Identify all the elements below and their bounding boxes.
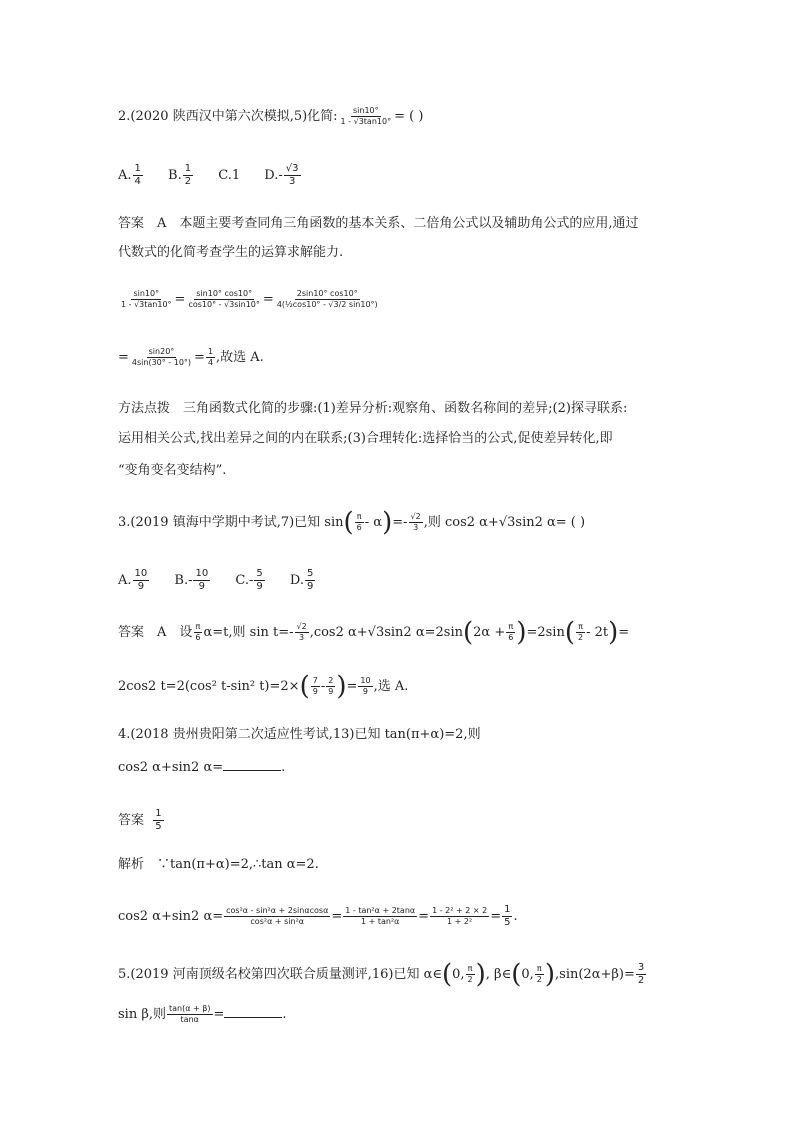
q4-computation: cos2 α+sin2 α= $\frac{\text{cos²α - sin²α + 2sinαcosα}}{\text{cos²α + sin²α}}$ = $\frac{\text{1 - tan²α + 2tanα}}{\text{1 + tan²α}}$ = $\frac{\text{1 - 2² + 2 × 2}}{\text{1 + 2²}}$ = $\frac{1}{5}$ . (118, 904, 518, 928)
q2-derivation-2: = $\frac{\sin 20^\circ}{4\sin(30^\circ - 10^\circ)}$ = $\frac{1}{4}$ ,故选 A. (118, 347, 264, 367)
q4-answer: 答案 $\frac{1}{5}$ (118, 808, 162, 832)
q2-derivation-1: $\frac{\sin 10^\circ}{1 - √3\tan 10^\circ}$ = $\frac{\sin 10^\circ \cos 10^\circ}{\cos 10^\circ - √3\sin 10^\circ}$ = $\frac{2\sin 10^\circ \cos 10^\circ}{\text{4(½cos10° - √3/2 sin10°)}}$ (121, 289, 378, 309)
q2-tail: = ( ) (394, 109, 424, 124)
q2-line (118, 106, 423, 127)
q3-option-c: C.- $\frac{5}{9}$ (235, 568, 263, 592)
q3-option-b: B.- $\frac{10}{9}$ (174, 568, 209, 592)
q4-analysis: 解析 ∵tan(π+α)=2,∴tan α=2. (118, 857, 319, 872)
q3-option-d: D. $\frac{5}{9}$ (289, 568, 314, 592)
q5-answer-blank[interactable] (224, 1005, 282, 1018)
q2-option-b: B. $\frac{1}{2}$ (168, 163, 192, 187)
q5-line1: 5.(2019 河南顶级名校第四次联合质量测评,16)已知 α∈(0, $\frac{\pi}{2}$ ), β∈(0, $\frac{\pi}{2}$ ),sin(2α+β)= $\frac{3}{2}$ (118, 959, 645, 990)
q2-answer-line2: 代数式的化简考查学生的运算求解能力. (118, 245, 344, 260)
q4-answer-blank[interactable] (223, 758, 281, 771)
q3-line: 3.(2019 镇海中学期中考试,7)已知 sin( $\frac{\pi}{6}$ - α)=- $\frac{√2}{3}$ ,则 cos2 α+√3sin2 α= ( ) (118, 507, 586, 538)
q5-line2: sin β,则 $\frac{\tan(\alpha + \beta)}{\tan\alpha}$ = . (118, 1004, 287, 1024)
q3-answer-line2: 2cos2 t=2(cos² t-sin² t)=2×( $\frac{7}{9}$ - $\frac{2}{9}$ )= $\frac{10}{9}$ ,选 A. (118, 671, 409, 702)
q2-option-d: D.- $\frac{√3}{3}$ (264, 163, 299, 187)
q2-tip-line1: 方法点拨 三角函数式化简的步骤:(1)差异分析:观察角、函数名称间的差异;(2)探寻联系: (118, 401, 628, 416)
q2-option-a: A. $\frac{1}{4}$ (118, 163, 141, 187)
q2-options (118, 163, 322, 188)
q3-option-a: A. $\frac{10}{9}$ (118, 568, 148, 592)
q3-options (118, 568, 336, 593)
q2-head: 2.(2020 陕西汉中第六次模拟,5)化简: (118, 109, 338, 124)
q4-line1: 4.(2018 贵州贵阳第二次适应性考试,13)已知 tan(π+α)=2,则 (118, 727, 481, 742)
q3-answer-line1: 答案 A 设 $\frac{\pi}{6}$ α=t,则 sin t=- $\frac{√2}{3}$ ,cos2 α+√3sin2 α=2sin(2α + $\frac{\pi}{6}$ )=2sin( $\frac{\pi}{2}$ - 2t)= (118, 617, 630, 648)
q2-option-c: C.1 (218, 168, 241, 183)
q2-answer-line1: 答案 A 本题主要考查同角三角函数的基本关系、二倍角公式以及辅助角公式的应用,通过 (118, 216, 639, 231)
q4-line2: cos2 α+sin2 α= . (118, 760, 286, 775)
q2-expr-fraction: $\frac{\sin 10^\circ}{1 - √3\tan 10^\circ}$ (340, 106, 392, 126)
q2-tip-line2: 运用相关公式,找出差异之间的内在联系;(3)合理转化:选择恰当的公式,促使差异转化,即 (118, 431, 613, 446)
q2-tip-line3: “变角变名变结构”. (118, 463, 227, 478)
